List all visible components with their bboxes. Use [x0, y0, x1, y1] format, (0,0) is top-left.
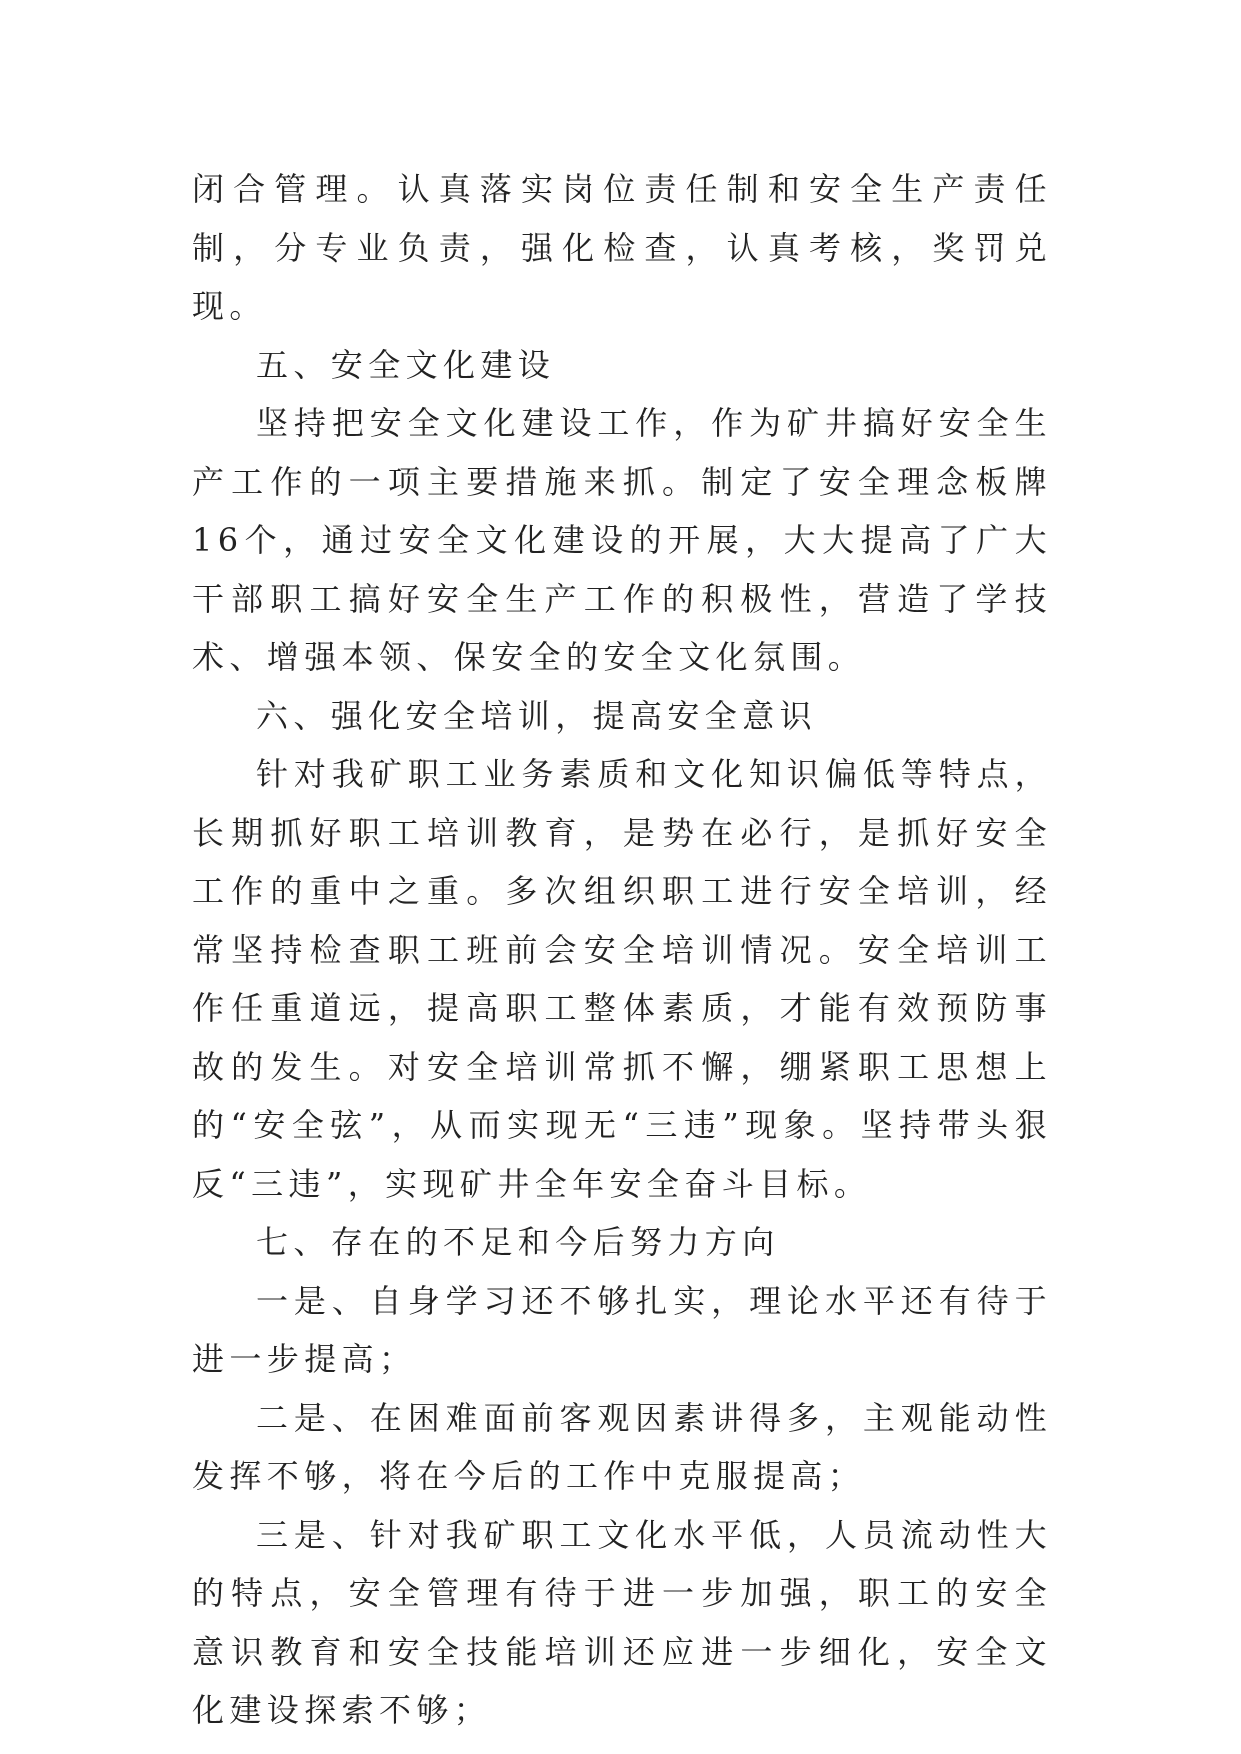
- paragraph-continuation: 闭合管理。认真落实岗位责任制和安全生产责任制，分专业负责，强化检查，认真考核，奖罚兑现。: [192, 170, 1052, 325]
- paragraph-safety-training: 针对我矿职工业务素质和文化知识偏低等特点，长期抓好职工培训教育，是势在必行，是抓好安全工作的重中之重。多次组织职工进行安全培训，经常坚持检查职工班前会安全培训情况。安全培训工作任重道远，提高职工整体素质，才能有效预防事故的发生。对安全培训常抓不懈，绷紧职工思想上的“安全弦”，从而实现无“三违”现象。坚持带头狠反“三违”，实现矿井全年安全奋斗目标。: [192, 755, 1052, 1203]
- section-heading-5: 五、安全文化建设: [256, 345, 556, 384]
- paragraph-shortcoming-3: 三是、针对我矿职工文化水平低，人员流动性大的特点，安全管理有待于进一步加强，职工的安全意识教育和安全技能培训还应进一步细化，安全文化建设探索不够；: [192, 1515, 1052, 1729]
- paragraph-safety-culture: 坚持把安全文化建设工作，作为矿井搞好安全生产工作的一项主要措施来抓。制定了安全理念板牌16个，通过安全文化建设的开展，大大提高了广大干部职工搞好安全生产工作的积极性，营造了学技术、增强本领、保安全的安全文化氛围。: [192, 404, 1052, 676]
- document-body: [192, 160, 1052, 1740]
- section-heading-7: 七、存在的不足和今后努力方向: [256, 1223, 780, 1261]
- paragraph-shortcoming-1: 一是、自身学习还不够扎实，理论水平还有待于进一步提高；: [192, 1281, 1052, 1378]
- section-heading-6: 六、强化安全培训，提高安全意识: [256, 696, 818, 735]
- paragraph-shortcoming-2: 二是、在困难面前客观因素讲得多，主观能动性发挥不够，将在今后的工作中克服提高；: [192, 1398, 1052, 1495]
